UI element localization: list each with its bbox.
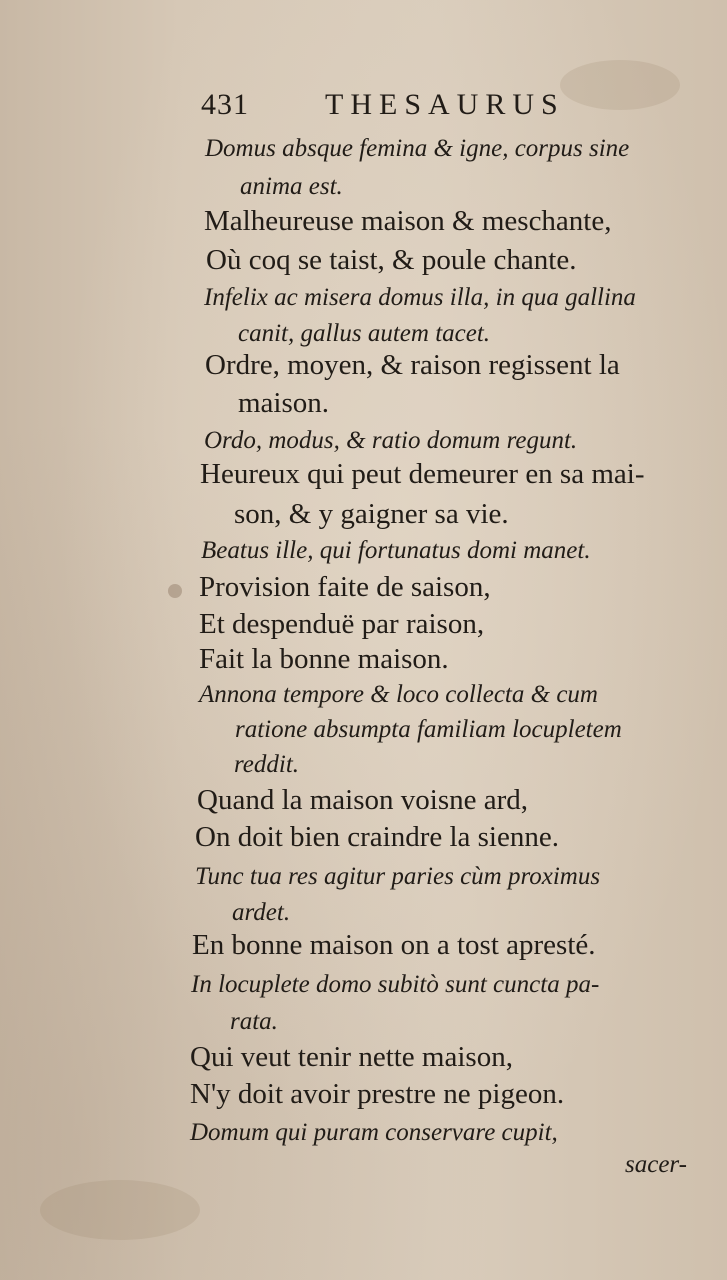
text-line-french: Heureux qui peut demeurer en sa mai-: [200, 458, 645, 490]
paper-stain: [168, 584, 182, 598]
text-line-french: On doit bien craindre la sienne.: [195, 821, 559, 853]
catchword: sacer-: [625, 1151, 687, 1178]
text-line-french: maison.: [238, 387, 330, 419]
text-line-latin: rata.: [230, 1008, 278, 1035]
page-header: [201, 84, 641, 128]
text-line-latin: anima est.: [240, 173, 343, 200]
text-line-latin: canit, gallus autem tacet.: [238, 320, 491, 347]
text-line-french: Provision faite de saison,: [199, 571, 491, 603]
text-line-latin: ratione absumpta familiam locupletem: [235, 716, 622, 743]
text-line-french: En bonne maison on a tost apresté.: [192, 929, 596, 961]
page-number: 431: [201, 88, 249, 121]
text-line-latin: Beatus ille, qui fortunatus domi manet.: [201, 537, 591, 564]
text-line-latin: Domum qui puram conservare cupit,: [190, 1119, 558, 1146]
text-line-latin: ardet.: [232, 899, 291, 926]
text-line-latin: Infelix ac misera domus illa, in qua gallina: [204, 284, 636, 311]
text-line-french: Malheureuse maison & meschante,: [204, 205, 612, 237]
text-line-french: Où coq se taist, & poule chante.: [206, 244, 577, 276]
text-line-french: Quand la maison voisne ard,: [197, 784, 529, 816]
text-line-latin: Tunc tua res agitur paries cùm proximus: [195, 863, 601, 890]
text-line-french: N'y doit avoir prestre ne pigeon.: [190, 1078, 565, 1110]
text-line-latin: Domus absque femina & igne, corpus sine: [205, 135, 630, 162]
text-line-latin: In locuplete domo subitò sunt cuncta pa-: [191, 971, 600, 998]
text-line-french: son, & y gaigner sa vie.: [234, 498, 509, 530]
running-head: THESAURUS: [325, 88, 565, 121]
text-line-french: Et despenduë par raison,: [199, 608, 485, 640]
text-line-french: Ordre, moyen, & raison regissent la: [205, 349, 620, 381]
text-line-french: Fait la bonne maison.: [199, 643, 449, 675]
text-line-french: Qui veut tenir nette maison,: [190, 1041, 513, 1073]
paper-stain: [40, 1180, 200, 1240]
text-line-latin: Ordo, modus, & ratio domum regunt.: [204, 427, 578, 454]
text-line-latin: reddit.: [234, 751, 300, 778]
text-line-latin: Annona tempore & loco collecta & cum: [199, 681, 598, 708]
